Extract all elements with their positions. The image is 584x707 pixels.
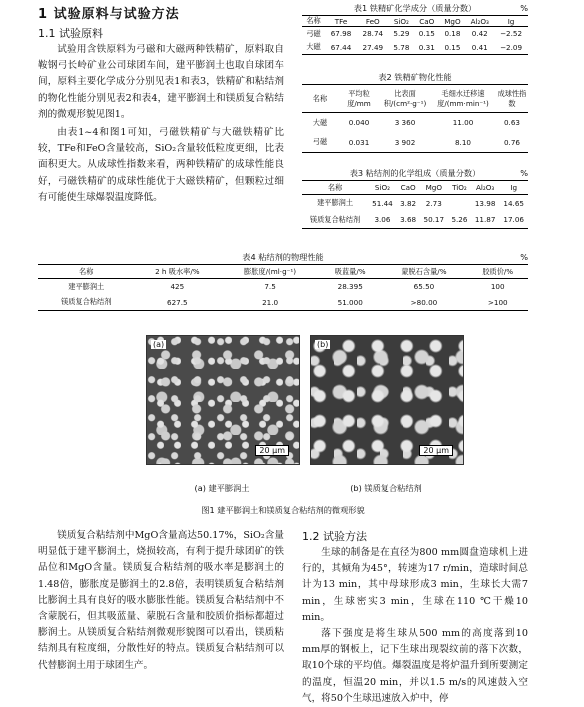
table-cell: >100 [487,297,508,307]
table-row [302,113,528,133]
panel-a-tag: (a) [153,340,165,349]
table-cell: 镁质复合粘结剂 [61,297,112,307]
table3-header: Ig [510,183,518,192]
table4-header: 吸蓝量/% [334,266,366,276]
table-cell: 弓磁 [306,28,321,38]
table-cell: 425 [170,282,185,292]
table-cell: 5.26 [451,215,468,225]
table2-caption: 表2 铁精矿物化性能 [378,72,452,82]
table-cell: 大磁 [312,117,328,127]
table1-header: MgO [444,16,461,26]
table-cell: 5.29 [393,29,410,39]
table-cell: 建平膨润土 [68,281,105,291]
table-cell: 67.98 [330,29,352,39]
figure-caption: 图1 建平膨润土和镁质复合粘结剂的微观形貌 [201,505,365,515]
table2-header-row [302,85,528,113]
scale-bar-a: 20 μm [255,445,289,456]
table-cell: 67.44 [330,42,352,52]
table3-header: CaO [400,183,416,192]
table-cell: 13.98 [474,198,496,208]
table3-header: Al₂O₃ [475,183,495,192]
bottom-right-text [302,545,528,707]
table1-header: TFe [334,16,348,26]
table-cell: 627.5 [167,297,188,307]
table-cell: 建平膨润土 [317,198,354,208]
table3 [302,180,528,229]
table-cell: 3 902 [394,137,416,147]
table3-header: 名称 [327,182,343,192]
table2-header: 比表面积/(cm²·g⁻¹) [383,88,427,108]
table-cell: −2.52 [500,29,523,39]
table4-header: 胶质价/% [482,266,514,276]
table-cell: 3.68 [400,215,417,225]
paragraph-pelletizing: 生球的制备是在直径为800 mm圆盘造球机上进行的，其倾角为45°，转速为17 r/min，造球时间总计为13 min，其中母球形成3 min，生球长大需7 min，生球密实3 min，生球在110 ℃干燥10 min。 [302,547,528,623]
table-row [302,133,528,153]
table-cell: 0.76 [503,137,520,147]
table2-header: 毛细水迁移速度/(mm·min⁻¹) [437,88,489,108]
table-cell: 0.42 [471,29,488,39]
micrograph-mg-binder [310,335,464,465]
subsection-title-methods: 1.2 试验方法 [302,530,367,543]
table-cell: 14.65 [503,198,524,208]
paragraph-analysis: 由表1~4和图1可知，弓磁铁精矿与大磁铁精矿比较，TFe和FeO含量较高，SiO₂含量较低粒度更细，比表面积更大。从成球性指数来看，两种铁精矿的成球性能良好，弓磁铁精矿的成球性能优于大磁铁精矿，但颗粒过细有可能使生球爆裂温度降低。 [38,127,284,203]
paragraph-materials: 试验用含铁原料为弓磁和大磁两种铁精矿，原料取自鞍钢弓长岭矿业公司球团车间，建平膨润土也取自球团车间，原料主要化学成分分别见表1和表3，铁精矿和粘结剂的物化性能分别见表2和表4，建平膨润土和镁质复合粘结剂的微观形貌见图1。 [38,44,284,120]
table-cell: 51.000 [337,297,363,307]
table2 [302,84,528,153]
table-cell: 3.06 [374,215,391,225]
table3-caption: 表3 粘结剂的化学组成（质量分数） [349,168,481,178]
table3-header: TiO₂ [452,183,467,192]
table1-block [302,3,528,55]
paragraph-drop-strength: 落下强度是将生球从500 mm的高度落到10 mm厚的钢板上，记下生球出现裂纹前的落下次数，取10个球的平均值。爆裂温度是将炉温升到所要测定的温度，恒温20 min，并以1.5 m/s的风速鼓入空气，将50个生球迅速放入炉中，停 [302,628,528,704]
table-cell: 28.74 [362,29,384,39]
table1-header-row [302,16,528,27]
table-cell: 27.49 [362,42,384,52]
table-cell: 17.06 [503,215,524,225]
table2-header: 名称 [312,93,328,103]
table-cell: 0.41 [471,42,488,52]
table-row [302,27,528,41]
table-row [302,41,528,55]
micrograph-bentonite [146,335,300,465]
table1-header: Al₂O₃ [470,16,489,26]
table-cell: 28.395 [337,282,363,292]
paragraph-binder-properties: 镁质复合粘结剂中MgO含量高达50.17%，SiO₂含量明显低于建平膨润土，烧损较高，有利于提升球团矿的铁品位和MgO含量。镁质复合粘结剂的吸水率是膨润土的1.48倍，膨胀度是膨润土的2.8倍，表明镁质复合粘结剂比膨润土具有良好的吸水膨胀性能。镁质复合粘结剂中不含蒙脱石，但其吸蓝量、蒙脱石含量和胶质价指标都超过膨润土。从镁质复合粘结剂微观形貌图可以看出，镁质粘结剂具有粒度细，分散性好的特点。镁质复合粘结剂可以代替膨润土用于球团生产。 [38,530,284,671]
table3-header: MgO [425,183,442,192]
table-row [38,295,528,311]
table-cell: 0.15 [444,42,461,52]
table-cell: 弓磁 [312,137,328,147]
bottom-left-text [38,528,284,674]
table-cell: 0.63 [503,118,520,128]
table3-unit: % [520,168,528,178]
table-cell: 3 360 [394,118,416,128]
table4-header: 蒙脱石含量/% [401,266,447,276]
table-cell: 3.82 [400,198,417,208]
table-cell: >80.00 [410,297,438,307]
table-cell: 21.0 [262,297,279,307]
table-cell: 8.10 [454,137,471,147]
table-cell: 100 [490,282,505,292]
table-row [302,212,528,229]
panel-b-tag: (b) [317,340,329,349]
table1-header: SiO₂ [393,16,409,26]
table1 [302,15,528,55]
table1-header: FeO [365,16,380,26]
table3-block [302,168,528,229]
table3-header: SiO₂ [374,183,391,192]
table-row [302,195,528,212]
table-cell: 大磁 [306,42,321,52]
table2-block [302,72,528,153]
table-cell: 0.031 [348,137,370,147]
table4-header-row [38,265,528,279]
table4-caption: 表4 粘结剂的物理性能 [242,252,324,262]
table-cell: 5.78 [393,42,410,52]
table-cell: 2.73 [425,198,442,208]
table2-header: 平均粒度/mm [347,88,371,108]
table3-header-row [302,181,528,195]
table-cell: −2.09 [500,42,523,52]
left-column-text [38,42,284,206]
table1-unit: % [520,3,528,13]
table-cell: 镁质复合粘结剂 [309,214,361,224]
table-cell: 50.17 [423,215,445,225]
table1-header: CaO [419,16,435,26]
subsection-title-materials: 1.1 试验原料 [38,27,103,40]
table-cell: 11.00 [452,118,474,128]
table-cell: 51.44 [372,198,393,208]
subcaption-b: (b) 镁质复合粘结剂 [350,483,422,493]
table-cell: 0.18 [444,29,461,39]
table4-unit: % [520,252,528,262]
table1-caption: 表1 铁精矿化学成分（质量分数） [353,3,477,13]
table-cell [448,195,471,212]
table1-header: 名称 [306,16,321,25]
table4-block [38,252,528,311]
table-cell: 0.31 [418,42,435,52]
table4-header: 膨胀度/(ml·g⁻¹) [244,266,297,276]
table-cell: 7.5 [264,282,276,292]
table4-header: 名称 [79,266,94,276]
scale-bar-b: 20 μm [419,445,453,456]
table-cell: 11.87 [474,215,496,225]
table1-header: Ig [507,16,515,26]
table2-header: 成球性指数 [497,88,527,108]
table-row [38,279,528,295]
table-cell: 0.15 [418,29,435,39]
subcaption-a: (a) 建平膨润土 [194,483,250,493]
table4 [38,264,528,311]
table4-header: 2 h 吸水率/% [155,266,200,276]
section-title: 1 试验原料与试验方法 [38,7,180,22]
table-cell: 0.040 [348,118,370,128]
table-cell: 65.50 [413,282,435,292]
